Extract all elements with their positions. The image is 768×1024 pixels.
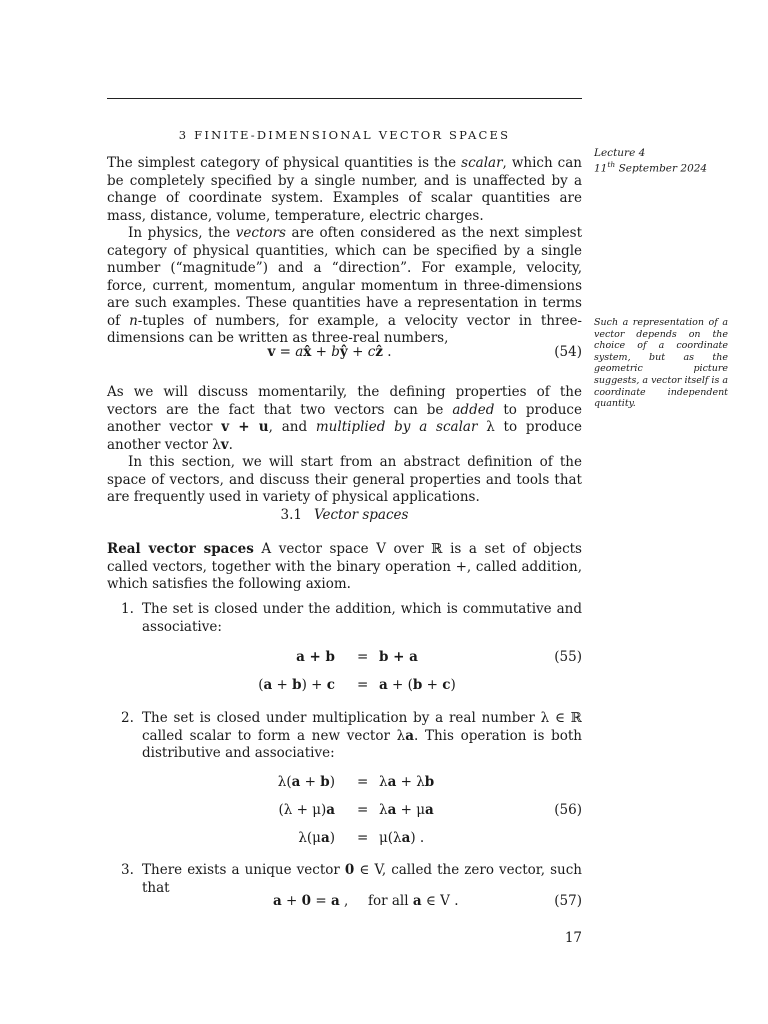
running-head: 3 FINITE-DIMENSIONAL VECTOR SPACES (178, 128, 511, 142)
equation-55-row-2: (a + b) + c = a + (b + c) (258, 677, 456, 693)
equation-number: (57) (554, 893, 582, 909)
equation-number: (56) (554, 802, 582, 818)
list-marker: 1. (121, 601, 134, 617)
definition-paragraphs (107, 384, 582, 507)
lecture-label: Lecture 4 (594, 147, 646, 159)
list-marker: 2. (121, 710, 134, 726)
axiom-text: The set is closed under the addition, which is commutative and associative: (142, 601, 582, 635)
axiom-text: The set is closed under multiplication by a real number λ ∈ ℝ called scalar to form a new vector λa. This operation is both distributive and associative: (142, 710, 582, 761)
page-number: 17 (564, 930, 582, 946)
equation-54 (107, 342, 582, 362)
margin-note-vector-representation: Such a representation of a vector depends on the choice of a coordinate system, but as the geometric picture suggests, a vector itself is a coordinate independent quantity. (594, 317, 729, 410)
equation-56-row-2: (λ + μ)a = λa + μa (56) (278, 802, 582, 818)
equation-55-row-1: a + b = b + a (55) (296, 649, 582, 665)
paragraph-defining-properties: As we will discuss momentarily, the defining properties of the vectors are the fact that two vectors can be added to produce another vector v + u, and multiplied by a scalar λ to produce another vector λv. (107, 384, 583, 453)
axiom-2 (121, 710, 582, 763)
intro-paragraphs (107, 155, 582, 348)
equation-54-body: v = ax̂ + bŷ + cẑ . (267, 344, 392, 360)
axiom-text: There exists a unique vector 0 ∈ V, called the zero vector, such that (142, 862, 582, 896)
section-heading (107, 507, 582, 523)
axiom-1 (121, 601, 582, 636)
paragraph-real-vector-spaces: Real vector spaces A vector space V over ℝ is a set of objects called vectors, together with the binary operation +, called addition, which satisfies the following axiom. (107, 541, 582, 592)
paragraph-vectors: In physics, the vectors are often considered as the next simplest category of physical quantities, which can be specified by a single number (“magnitude”) and a “direction”. For example, velocity, force, current, momentum, angular momentum in three-dimensions are such examples. These quantities have a representation in terms of n-tuples of numbers, for example, a velocity vector in three-dimensions can be written as three-real numbers, (107, 225, 583, 346)
margin-note-lecture (594, 147, 734, 175)
equation-number: (55) (554, 649, 582, 665)
section-number: 3.1 (280, 507, 302, 523)
equation-56-row-3: λ(μa) = μ(λa) . (298, 830, 425, 846)
section-title: Vector spaces (314, 507, 409, 523)
equation-number: (54) (554, 344, 582, 360)
paragraph-section-intro: In this section, we will start from an abstract definition of the space of vectors, and discuss their general properties and tools that are frequently used in variety of physical applications. (107, 454, 582, 505)
header-rule (107, 98, 582, 99)
lecture-date: 11th September 2024 (594, 160, 708, 175)
equation-56-row-1: λ(a + b) = λa + λb (277, 774, 435, 790)
equation-57: a + 0 = a , for all a ∈ V . (57) (273, 893, 582, 909)
paragraph-scalar: The simplest category of physical quantities is the scalar, which can be completely specified by a single number, and is unaffected by a change of coordinate system. Examples of scalar quantities are mass, distance, volume, temperature, electric charges. (107, 155, 582, 224)
list-marker: 3. (121, 862, 134, 878)
definition-term: Real vector spaces (107, 541, 254, 557)
